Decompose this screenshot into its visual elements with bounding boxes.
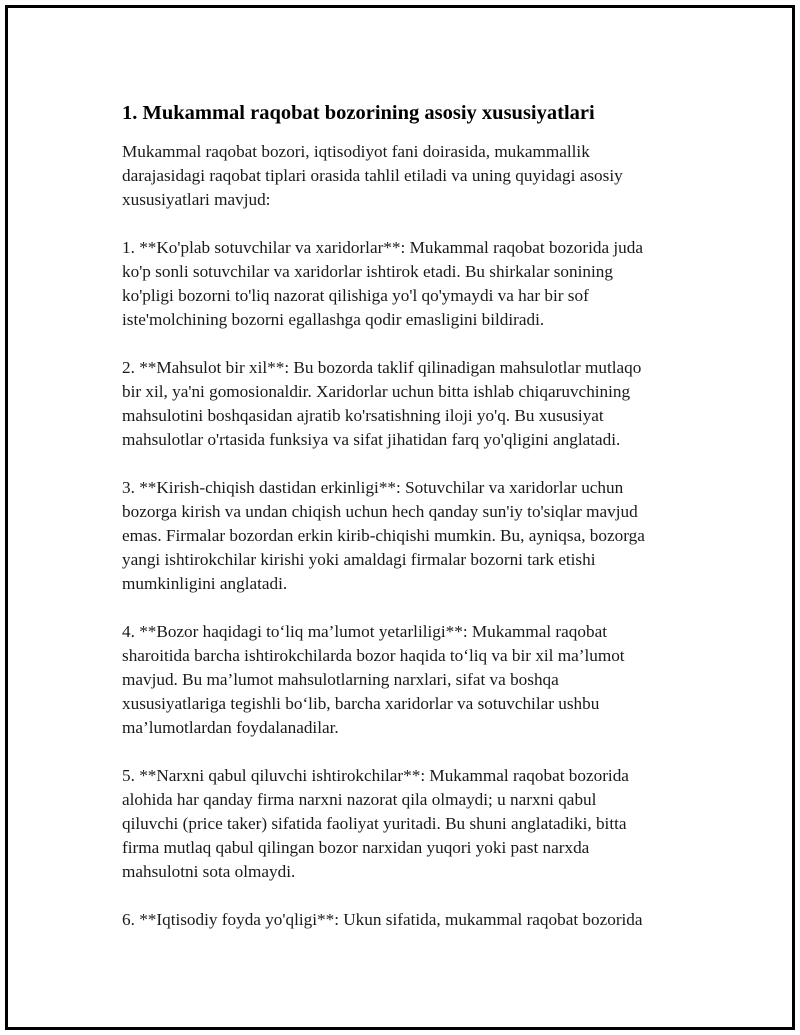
document-page (5, 5, 795, 1030)
list-item-1: 1. **Ko'plab sotuvchilar va xaridorlar**: Mukammal raqobat bozorida juda ko'p sonli sotuvchilar va xaridorlar ishtirok etadi. Bu shirkalar sonining ko'pligi bozorni to'liq nazorat qilishiga yo'l qo'ymaydi va har bir sof iste'molchining bozorni egallashga qodir emasligini bildiradi. (122, 238, 643, 329)
list-item-4: 4. **Bozor haqidagi to‘liq ma’lumot yetarliligi**: Mukammal raqobat sharoitida barcha ishtirokchilarda bozor haqida to‘liq va bir xil ma’lumot mavjud. Bu ma’lumot mahsulotlarning narxlari, sifat va boshqa xususiyatlariga tegishli bo‘lib, barcha xaridorlar va sotuvchilar ushbu ma’lumotlardan foydalanadilar. (122, 622, 625, 737)
list-item-5: 5. **Narxni qabul qiluvchi ishtirokchilar**: Mukammal raqobat bozorida alohida har qanday firma narxni nazorat qila olmaydi; u narxni qabul qiluvchi (price taker) sifatida faoliyat yuritadi. Bu shuni anglatadiki, bitta firma mutlaq qabul qilingan bozor narxidan yuqori yoki past narxda mahsulotni sota olmaydi. (122, 766, 629, 881)
list-item-6: 6. **Iqtisodiy foyda yo'qligi**: Ukun sifatida, mukammal raqobat bozorida (122, 910, 643, 929)
list-item-2: 2. **Mahsulot bir xil**: Bu bozorda taklif qilinadigan mahsulotlar mutlaqo bir xil, ya'ni gomosionaldir. Xaridorlar uchun bitta ishlab chiqaruvchining mahsulotini boshqasidan ajratib ko'rsatishning iloji yo'q. Bu xususiyat mahsulotlar o'rtasida funksiya va sifat jihatidan farq yo'qligini anglatadi. (122, 358, 642, 449)
list-item-3: 3. **Kirish-chiqish dastidan erkinligi**: Sotuvchilar va xaridorlar uchun bozorga kirish va undan chiqish uchun hech qanday sun'iy to'siqlar mavjud emas. Firmalar bozordan erkin kirib-chiqishi mumkin. Bu, ayniqsa, bozorga yangi ishtirokchilar kirishi yoki amaldagi firmalar bozorni tark etishi mumkinligini anglatadi. (122, 478, 645, 593)
section-heading: 1. Mukammal raqobat bozorining asosiy xususiyatlari (122, 102, 595, 124)
intro-paragraph: Mukammal raqobat bozori, iqtisodiyot fani doirasida, mukammallik darajasidagi raqobat tiplari orasida tahlil etiladi va uning quyidagi asosiy xususiyatlari mavjud: (122, 142, 623, 209)
document-body (122, 99, 697, 932)
